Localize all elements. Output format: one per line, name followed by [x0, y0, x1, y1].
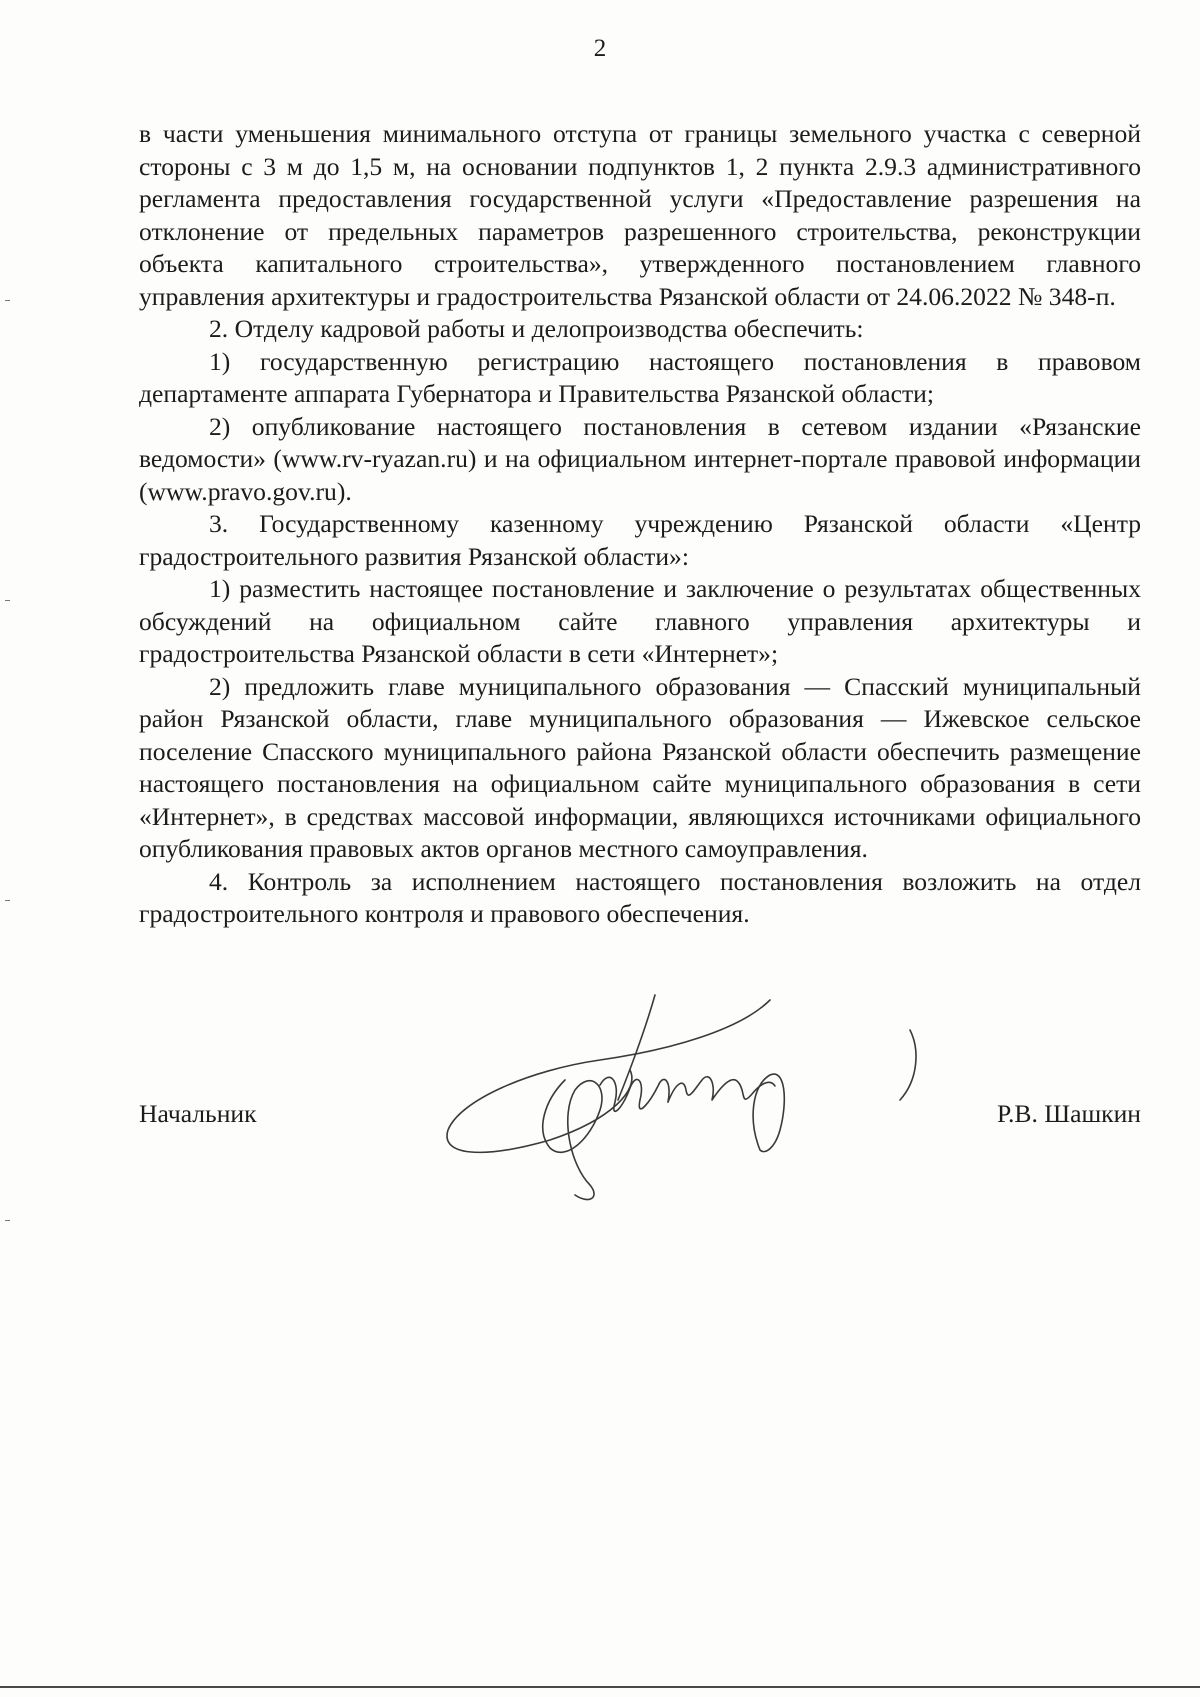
scan-bottom-edge — [0, 1686, 1200, 1688]
paragraph-item-2-1: 1) государственную регистрацию настоящего постановления в правовом департаменте аппарата Губернатора и Правительства Рязанской области; — [139, 346, 1141, 408]
paragraph-item-3-1: 1) разместить настоящее постановление и заключение о результатах общественных обсуждений на официальном сайте главного управления архитектуры и градостроительства Рязанской области в сети «Интернет»; — [139, 574, 1141, 668]
paragraph-item-2-2: 2) опубликование настоящего постановления в сетевом издании «Рязанские ведомости» (www.rv-ryazan.ru) и на официальном интернет-портале правовой информации (www.pravo.gov.ru). — [139, 411, 1141, 506]
paragraph-item-4: 4. Контроль за исполнением настоящего постановления возложить на отдел градостроительного контроля и правового обеспечения. — [139, 866, 1141, 928]
handwritten-signature — [440, 990, 930, 1210]
scan-margin-mark — [5, 300, 10, 301]
page-number: 2 — [593, 35, 607, 62]
paragraph-item-2: 2. Отделу кадровой работы и делопроизводства обеспечить: — [209, 314, 864, 343]
paragraph-item-3-2: 2) предложить главе муниципального образования — Спасский муниципальный район Рязанской области, главе муниципального образования — Ижевское сельское поселение Спасского муниципального района Рязанской области обеспечить размещение настоящего постановления на официальном сайте муниципального образования в сети «Интернет», в средствах массовой информации, являющихся источниками официального опубликования правовых актов органов местного самоуправления. — [139, 671, 1141, 863]
scan-margin-mark — [5, 900, 10, 901]
scan-margin-mark — [5, 600, 10, 601]
document-body — [139, 118, 1141, 931]
paragraph-continuation: в части уменьшения минимального отступа от границы земельного участка с северной стороны с 3 м до 1,5 м, на основании подпунктов 1, 2 пункта 2.9.3 административного регламента предоставления государственной услуги «Предоставление разрешения на отклонение от предельных параметров разрешенного строительства, реконструкции объекта капитального строительства», утвержденного постановлением главного управления архитектуры и градостроительства Рязанской области от 24.06.2022 № 348-п. — [139, 119, 1141, 311]
signer-title: Начальник — [139, 1099, 257, 1128]
paragraph-item-3: 3. Государственному казенному учреждению Рязанской области «Центр градостроительного развития Рязанской области»: — [139, 509, 1141, 571]
signer-name: Р.В. Шашкин — [996, 1099, 1141, 1128]
scan-margin-mark — [5, 1220, 10, 1221]
